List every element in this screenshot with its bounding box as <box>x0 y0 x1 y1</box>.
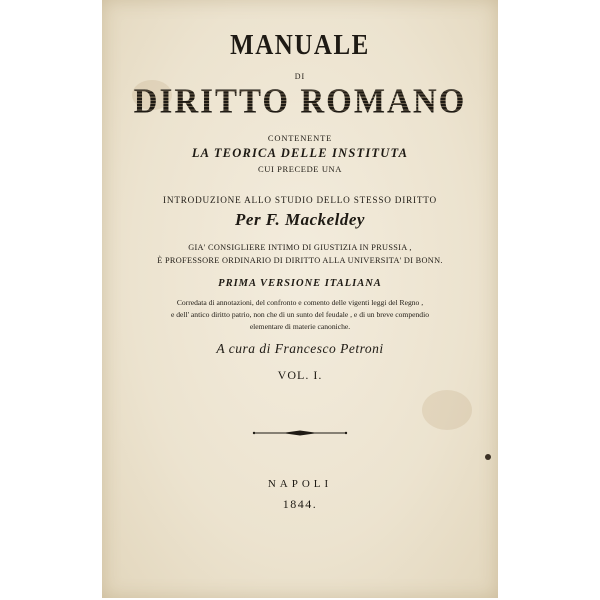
cui-precede-text: CUI PRECEDE UNA <box>257 164 343 174</box>
author-credentials-1: GIA' CONSIGLIERE INTIMO DI GIUSTIZIA IN PRUSSIA , <box>188 243 412 252</box>
heading-di: DI <box>294 72 306 81</box>
description-line-1: Corredata di annotazioni, del confronto e comento delle vigenti leggi del Regno , <box>176 298 424 307</box>
ornamental-rule <box>252 430 348 436</box>
title-page <box>102 0 498 598</box>
imprint-year: 1844. <box>282 497 318 511</box>
main-title: DIRITTO ROMANO <box>102 83 498 122</box>
heading-manuale: MANUALE <box>230 29 370 61</box>
subtitle-teorica: LA TEORICA DELLE INSTITUTA <box>191 146 409 160</box>
editor-credit: A cura di Francesco Petroni <box>216 341 384 356</box>
paper-stain <box>422 390 472 430</box>
contenente-text: CONTENENTE <box>267 133 333 143</box>
author-name: Per F. Mackeldey <box>235 210 365 229</box>
ink-spot <box>485 454 491 460</box>
introduzione-text: INTRODUZIONE ALLO STUDIO DELLO STESSO DIRITTO <box>163 195 437 205</box>
description-line-3: elementare di materie canoniche. <box>249 322 351 331</box>
volume-label: VOL. I. <box>277 368 323 382</box>
author-credentials-2: È PROFESSORE ORDINARIO DI DIRITTO ALLA UNIVERSITA' DI BONN. <box>157 256 443 265</box>
description-line-2: e dell' antico diritto patrio, non che di un sunto del feudale , e di un breve compendio <box>170 310 429 319</box>
edition-text: PRIMA VERSIONE ITALIANA <box>218 278 382 289</box>
imprint-place: NAPOLI <box>267 478 333 490</box>
